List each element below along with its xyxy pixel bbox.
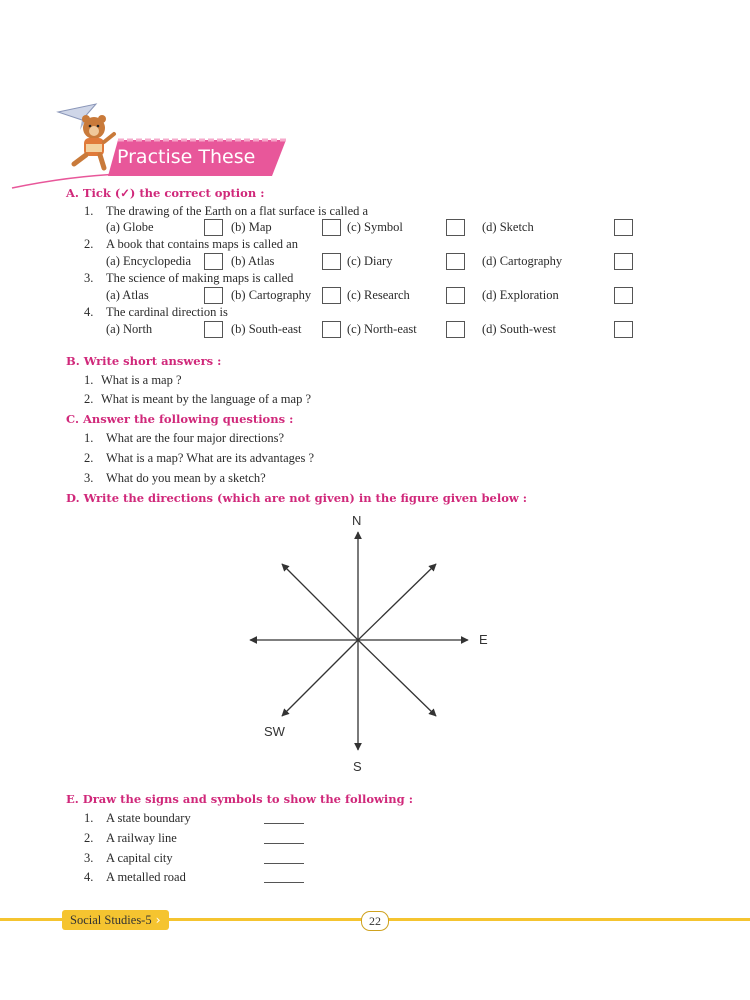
e3-text: A capital city bbox=[106, 851, 173, 865]
q1-option-b: (b) Map bbox=[231, 220, 272, 234]
q3-option-b: (b) Cartography bbox=[231, 288, 312, 302]
q1-checkbox-d[interactable] bbox=[614, 219, 633, 236]
q3-option-d: (d) Exploration bbox=[482, 288, 559, 302]
q3-number: 3. bbox=[84, 271, 94, 285]
q1-option-c: (c) Symbol bbox=[347, 220, 403, 234]
section-a-heading: A. Tick (✓) the correct option : bbox=[66, 186, 265, 200]
section-d-heading: D. Write the directions (which are not given) in the figure given below : bbox=[66, 491, 528, 505]
e2-answer-blank[interactable] bbox=[264, 843, 304, 844]
e2-text: A railway line bbox=[106, 831, 177, 845]
q3-checkbox-b[interactable] bbox=[322, 287, 341, 304]
q1-option-a: (a) Globe bbox=[106, 220, 154, 234]
b1-number: 1. bbox=[84, 373, 94, 387]
q4-option-c: (c) North-east bbox=[347, 322, 417, 336]
e4-number: 4. bbox=[84, 870, 94, 884]
q4-option-b: (b) South-east bbox=[231, 322, 302, 336]
c3-number: 3. bbox=[84, 471, 94, 485]
q3-option-c: (c) Research bbox=[347, 288, 410, 302]
q2-option-c: (c) Diary bbox=[347, 254, 393, 268]
q1-checkbox-a[interactable] bbox=[204, 219, 223, 236]
b1-text: What is a map ? bbox=[101, 373, 182, 387]
q4-option-a: (a) North bbox=[106, 322, 153, 336]
direction-label-south: S bbox=[353, 759, 362, 774]
q3-checkbox-d[interactable] bbox=[614, 287, 633, 304]
q4-text: The cardinal direction is bbox=[106, 305, 228, 319]
q4-checkbox-c[interactable] bbox=[446, 321, 465, 338]
q2-checkbox-c[interactable] bbox=[446, 253, 465, 270]
chevron-right-icon: › bbox=[155, 912, 161, 927]
e3-answer-blank[interactable] bbox=[264, 863, 304, 864]
direction-label-north: N bbox=[352, 513, 362, 528]
arrow-southeast bbox=[358, 640, 436, 716]
e4-text: A metalled road bbox=[106, 870, 186, 884]
footer-book-title: Social Studies-5 bbox=[70, 913, 152, 927]
e3-number: 3. bbox=[84, 851, 94, 865]
arrow-northwest bbox=[282, 564, 358, 640]
q2-option-a: (a) Encyclopedia bbox=[106, 254, 192, 268]
q3-text: The science of making maps is called bbox=[106, 271, 294, 285]
e1-answer-blank[interactable] bbox=[264, 823, 304, 824]
q2-option-d: (d) Cartography bbox=[482, 254, 563, 268]
c2-number: 2. bbox=[84, 451, 94, 465]
q2-text: A book that contains maps is called an bbox=[106, 237, 298, 251]
direction-label-southwest: SW bbox=[264, 724, 285, 739]
section-c-heading: C. Answer the following questions : bbox=[66, 412, 294, 426]
q4-checkbox-d[interactable] bbox=[614, 321, 633, 338]
c1-number: 1. bbox=[84, 431, 94, 445]
b2-text: What is meant by the language of a map ? bbox=[101, 392, 311, 406]
q2-number: 2. bbox=[84, 237, 94, 251]
c2-text: What is a map? What are its advantages ? bbox=[106, 451, 315, 465]
q2-option-b: (b) Atlas bbox=[231, 254, 275, 268]
q3-checkbox-a[interactable] bbox=[204, 287, 223, 304]
e1-text: A state boundary bbox=[106, 811, 191, 825]
q1-checkbox-b[interactable] bbox=[322, 219, 341, 236]
footer-book-tag bbox=[62, 910, 169, 930]
q4-checkbox-a[interactable] bbox=[204, 321, 223, 338]
q1-option-d: (d) Sketch bbox=[482, 220, 534, 234]
q2-checkbox-a[interactable] bbox=[204, 253, 223, 270]
e2-number: 2. bbox=[84, 831, 94, 845]
c1-text: What are the four major directions? bbox=[106, 431, 285, 445]
e1-number: 1. bbox=[84, 811, 94, 825]
q4-checkbox-b[interactable] bbox=[322, 321, 341, 338]
section-b-heading: B. Write short answers : bbox=[66, 354, 222, 368]
arrow-southwest bbox=[282, 640, 358, 716]
arrow-northeast bbox=[358, 564, 436, 640]
direction-label-east: E bbox=[479, 632, 488, 647]
e4-answer-blank[interactable] bbox=[264, 882, 304, 883]
q3-option-a: (a) Atlas bbox=[106, 288, 149, 302]
q2-checkbox-b[interactable] bbox=[322, 253, 341, 270]
b2-number: 2. bbox=[84, 392, 94, 406]
section-e-heading: E. Draw the signs and symbols to show the following : bbox=[66, 792, 413, 806]
q1-checkbox-c[interactable] bbox=[446, 219, 465, 236]
q4-option-d: (d) South-west bbox=[482, 322, 556, 336]
q1-text: The drawing of the Earth on a flat surface is called a bbox=[106, 204, 369, 218]
q2-checkbox-d[interactable] bbox=[614, 253, 633, 270]
q1-number: 1. bbox=[84, 204, 94, 218]
q4-number: 4. bbox=[84, 305, 94, 319]
banner-title: Practise These bbox=[117, 146, 256, 168]
q3-checkbox-c[interactable] bbox=[446, 287, 465, 304]
c3-text: What do you mean by a sketch? bbox=[106, 471, 266, 485]
page-number: 22 bbox=[361, 911, 389, 931]
